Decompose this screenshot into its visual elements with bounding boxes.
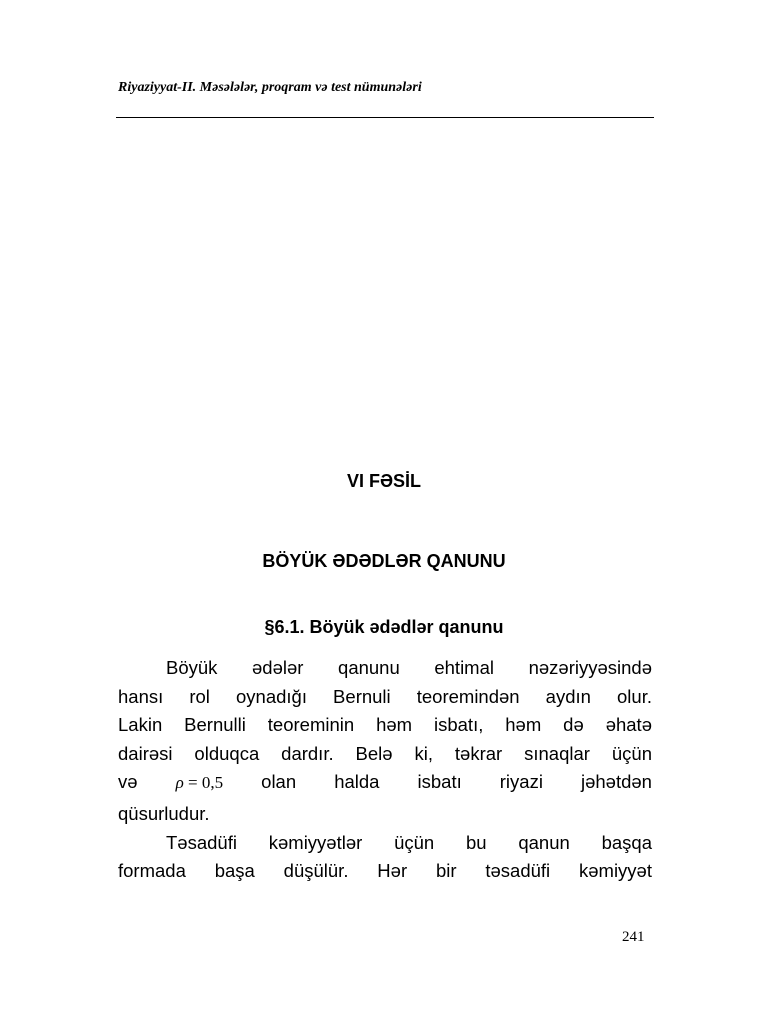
formula-line-word: jəhətdən	[580, 771, 652, 792]
chapter-title: BÖYÜK ƏDƏDLƏR QANUNU	[262, 551, 506, 571]
running-header: Riyaziyyat-II. Məsələlər, proqram və test nümunələri	[118, 80, 422, 95]
formula-line-prefix: və	[118, 771, 138, 792]
body-line: hansı rol oynadığı Bernuli teoremindən aydın olur.	[118, 685, 652, 707]
body-line: dairəsi olduqca dardır. Belə ki, təkrar sınaqlar üçün	[118, 742, 652, 764]
formula-line-word: riyazi	[499, 771, 543, 792]
rho-symbol: ρ	[175, 773, 184, 792]
body-line: Böyük ədələr qanunu ehtimal nəzəriyyəsində	[166, 657, 652, 678]
rho-formula	[176, 769, 224, 798]
body-line: formada başa düşülür. Hər bir təsadüfi kəmiyyət	[118, 860, 652, 881]
header-rule	[116, 117, 654, 118]
section-title: §6.1. Böyük ədədlər qanunu	[264, 617, 504, 637]
formula-line-word: halda	[334, 771, 380, 792]
formula-value: = 0,5	[183, 773, 224, 792]
formula-line-word: olan	[261, 771, 297, 792]
body-text	[118, 654, 652, 886]
chapter-label: VI FƏSİL	[346, 471, 422, 491]
body-line: Təsadüfi kəmiyyətlər üçün bu qanun başqa	[166, 831, 652, 853]
formula-line-word: isbatı	[417, 771, 462, 792]
formula-line	[118, 768, 652, 800]
page-number: 241	[622, 929, 645, 945]
body-line: qüsurludur.	[118, 803, 210, 824]
body-line: Lakin Bernulli teoreminin həm isbatı, həm də əhatə	[118, 714, 652, 735]
